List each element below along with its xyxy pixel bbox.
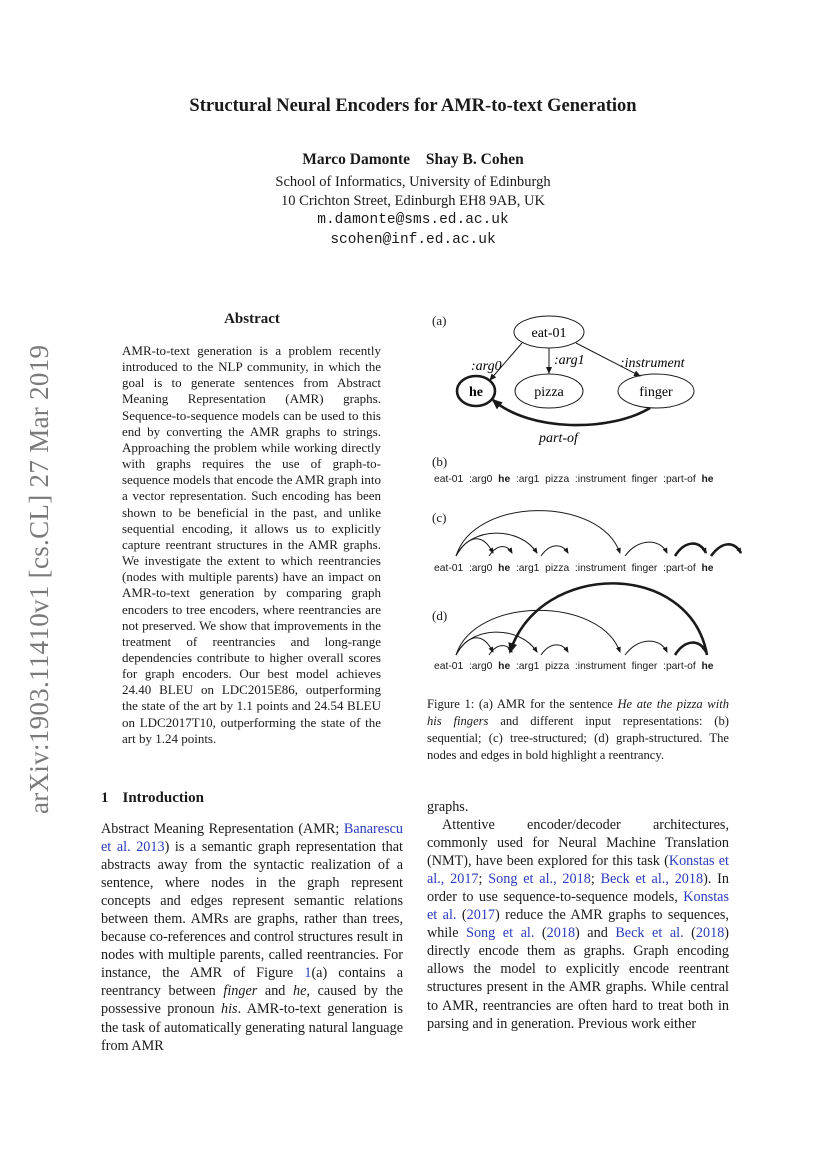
author-1: Marco Damonte: [302, 151, 411, 168]
node-eat01: eat-01: [531, 326, 567, 341]
abstract-text: AMR-to-text generation is a problem recently introduced to the NLP community, in which the goal is to generate sentences from Abstract Meaning Representation (AMR) graphs. Sequence-to-sequence models can be used to this end by converting the AMR graphs to strings. Approaching the problem while working directly with graphs requires the use of graph-to-sequence models that encode the AMR graph into a vector representation. Such encoding has been shown to be beneficial in the past, and unlike sequential encoding, it allows us to explicitly capture reentrant structures in the AMR graphs. We investigate the extent to which reentrancies (nodes with multiple parents) have an impact on AMR-to-text generation by comparing graph encoders to tree encoders, where reentrancies are not preserved. We show that improvements in the treatment of reentrancies and long-range dependencies contribute to higher overall scores for graph encoders. Our best model achieves 24.40 BLEU on LDC2015E86, outperforming the state of the art by 1.1 points and 24.54 BLEU on LDC2017T10, outperforming the state of the art by 1.24 points.: [122, 343, 381, 746]
seq-c-token-he: he: [701, 563, 714, 574]
intro-column-right: [427, 798, 729, 1033]
node-he: he: [469, 385, 483, 400]
graph-arcs: [456, 583, 707, 655]
author-2: Shay B. Cohen: [425, 151, 524, 168]
amr-graph: [457, 316, 694, 446]
section-heading-introduction: [101, 790, 204, 807]
seq-d-token: finger: [631, 661, 658, 672]
address: 10 Crichton Street, Edinburgh EH8 9AB, UK: [281, 193, 545, 209]
seq-b-token: :part-of: [663, 474, 696, 485]
citation-link[interactable]: Banarescu et al. 2013: [101, 821, 403, 856]
seq-c-token: eat-01: [434, 563, 464, 574]
citation-link[interactable]: Konstas et al.: [427, 889, 729, 924]
seq-d-token-he: he: [498, 661, 511, 672]
seq-c-token: finger: [631, 563, 658, 574]
figure-label-b: (b): [432, 454, 448, 469]
figure-ref-link[interactable]: 1: [304, 965, 312, 982]
figure-label-a: (a): [432, 313, 447, 328]
tree-arcs: [456, 511, 741, 556]
seq-d-token-he: he: [701, 661, 714, 672]
edge-label-arg1: :arg1: [554, 353, 585, 368]
section-number: 1: [101, 790, 109, 806]
seq-d-token: :part-of: [663, 661, 696, 672]
seq-b-token: :arg1: [515, 474, 540, 485]
citation-link[interactable]: Song et al.: [466, 925, 535, 942]
edge-label-arg0: :arg0: [471, 359, 502, 374]
seq-c-token: :arg0: [468, 563, 493, 574]
figure-label-d: (d): [432, 608, 448, 623]
seq-c-token-he: he: [498, 563, 511, 574]
seq-b-token: :instrument: [574, 474, 626, 485]
seq-b-token: finger: [631, 474, 658, 485]
seq-d-token: pizza: [545, 661, 570, 672]
paragraph: Attentive encoder/decoder architectures, commonly used for Neural Machine Translation (NMT), have been explored for this task (Konstas et al., 2017; Song et al., 2018; Beck et al., 2018). In order to use sequence-to-sequence models, Konstas et al. (2017) reduce the AMR graphs to sequences, while Song et al. (2018) and Beck et al. (2018) directly encode them as graphs. Graph encoding allows the model to explicitly encode reentrant structures present in the AMR graphs. While central to AMR, reentrancies are often hard to treat both in parsing and in generation. Previous work either: [427, 817, 730, 1032]
citation-link[interactable]: Song et al., 2018: [488, 871, 591, 888]
node-finger: finger: [639, 385, 673, 400]
edge-label-instrument: :instrument: [620, 356, 685, 371]
seq-d-token: :instrument: [574, 661, 626, 672]
seq-d-token: :arg1: [515, 661, 540, 672]
email-1[interactable]: m.damonte@sms.ed.ac.uk: [317, 212, 509, 228]
seq-c-token: :part-of: [663, 563, 696, 574]
arxiv-stamp: arXiv:1903.11410v1 [cs.CL] 27 Mar 2019: [24, 344, 54, 814]
seq-b-token: pizza: [545, 474, 570, 485]
abstract-heading: Abstract: [224, 311, 280, 327]
citation-link[interactable]: Konstas et al., 2017: [427, 853, 729, 888]
intro-column-left: Abstract Meaning Representation (AMR; Banarescu et al. 2013) is a semantic graph representation that abstracts away from the syntactic realization of a sentence, where nodes in the graph represent concepts and edges represent semantic relations between them. AMRs are graphs, rather than trees, because co-references and control structures result in nodes with multiple parents, called reentrancies. For instance, the AMR of Figure 1(a) contains a reentrancy between finger and he, caused by the possessive pronoun his. AMR-to-text generation is the task of automatically generating natural language from AMR: [101, 821, 403, 1054]
seq-b-token: :arg0: [468, 474, 493, 485]
email-2[interactable]: scohen@inf.ed.ac.uk: [330, 232, 496, 248]
citation-link[interactable]: Beck et al.: [615, 925, 684, 942]
edge-label-part-of: part-of: [539, 431, 578, 446]
section-title: Introduction: [122, 790, 204, 806]
seq-d-token: eat-01: [434, 661, 464, 672]
seq-c-token: pizza: [545, 563, 570, 574]
citation-link[interactable]: Beck et al., 2018: [600, 871, 704, 888]
paragraph-continuation: graphs.: [427, 799, 469, 815]
affiliation: School of Informatics, University of Edinburgh: [275, 174, 551, 190]
sequence-d: [434, 661, 713, 672]
sequence-c: [434, 563, 713, 574]
seq-b-token-he: he: [701, 474, 714, 485]
citation-link[interactable]: 2018: [546, 925, 576, 942]
seq-b-token: eat-01: [434, 474, 464, 485]
paper-title: Structural Neural Encoders for AMR-to-text Generation: [189, 96, 637, 116]
node-pizza: pizza: [534, 385, 564, 400]
seq-c-token: :instrument: [574, 563, 626, 574]
citation-link[interactable]: 2018: [695, 925, 725, 942]
seq-b-token-he: he: [498, 474, 511, 485]
figure-caption: Figure 1: (a) AMR for the sentence He ate the pizza with his fingers and different input representations: (b) sequential; (c) tree-structured; (d) graph-structured. The nodes and edges in bold highlight a reentrancy.: [427, 697, 729, 762]
figure-label-c: (c): [432, 510, 447, 525]
seq-d-token: :arg0: [468, 661, 493, 672]
seq-c-token: :arg1: [515, 563, 540, 574]
sequence-b: [434, 474, 713, 485]
citation-link[interactable]: 2017: [466, 907, 496, 924]
